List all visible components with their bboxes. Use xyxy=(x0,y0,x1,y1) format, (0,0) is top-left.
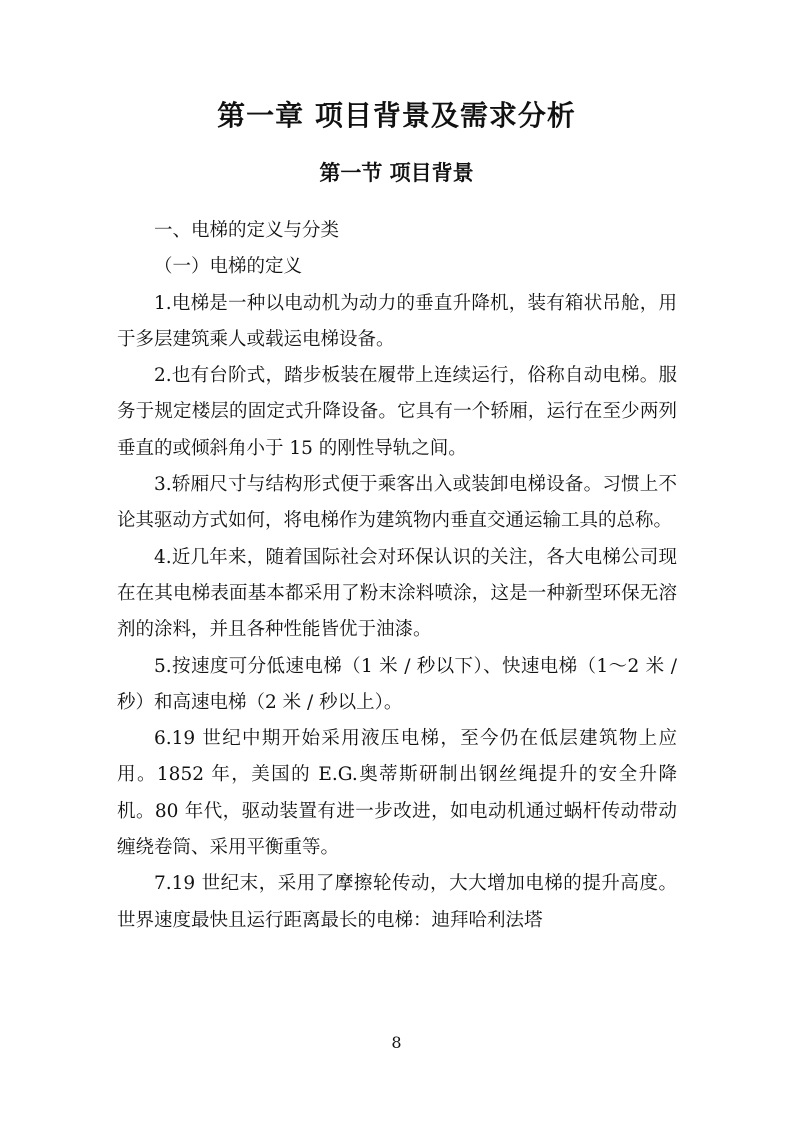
paragraph-3: 3.轿厢尺寸与结构形式便于乘客出入或装卸电梯设备。习惯上不论其驱动方式如何，将电梯作为建筑物内垂直交通运输工具的总称。 xyxy=(117,474,677,532)
page-number: 8 xyxy=(391,1033,402,1052)
paragraph-4: 4.近几年来，随着国际社会对环保认识的关注，各大电梯公司现在在其电梯表面基本都采用了粉末涂料喷涂，这是一种新型环保无溶剂的涂料，并且各种性能皆优于油漆。 xyxy=(117,546,677,641)
paragraph-2: 2.也有台阶式，踏步板装在履带上连续运行，俗称自动电梯。服务于规定楼层的固定式升降设备。它具有一个轿厢，运行在至少两列垂直的或倾斜角小于 15 的刚性导轨之间。 xyxy=(117,365,677,459)
heading-definition: （一）电梯的定义 xyxy=(154,256,303,278)
document-body xyxy=(117,213,677,939)
chapter-title: 第一章 项目背景及需求分析 xyxy=(217,99,576,132)
paragraph-1: 1.电梯是一种以电动机为动力的垂直升降机，装有箱状吊舱，用于多层建筑乘人或载运电梯设备。 xyxy=(117,292,677,350)
paragraph-5: 5.按速度可分低速电梯（1 米 / 秒以下）、快速电梯（1～2 米 / 秒）和高速电梯（2 米 / 秒以上）。 xyxy=(117,655,677,713)
paragraph-6: 6.19 世纪中期开始采用液压电梯，至今仍在低层建筑物上应用。1852 年，美国的 E.G.奥蒂斯研制出钢丝绳提升的安全升降机。80 年代，驱动装置有进一步改进，如电动机通过蜗杆传动带动缠绕卷筒、采用平衡重等。 xyxy=(117,728,677,859)
section-title: 第一节 项目背景 xyxy=(319,161,474,185)
paragraph-7: 7.19 世纪末，采用了摩擦轮传动，大大增加电梯的提升高度。世界速度最快且运行距离最长的电梯：迪拜哈利法塔 xyxy=(117,873,677,931)
heading-definition-classification: 一、电梯的定义与分类 xyxy=(154,220,340,241)
